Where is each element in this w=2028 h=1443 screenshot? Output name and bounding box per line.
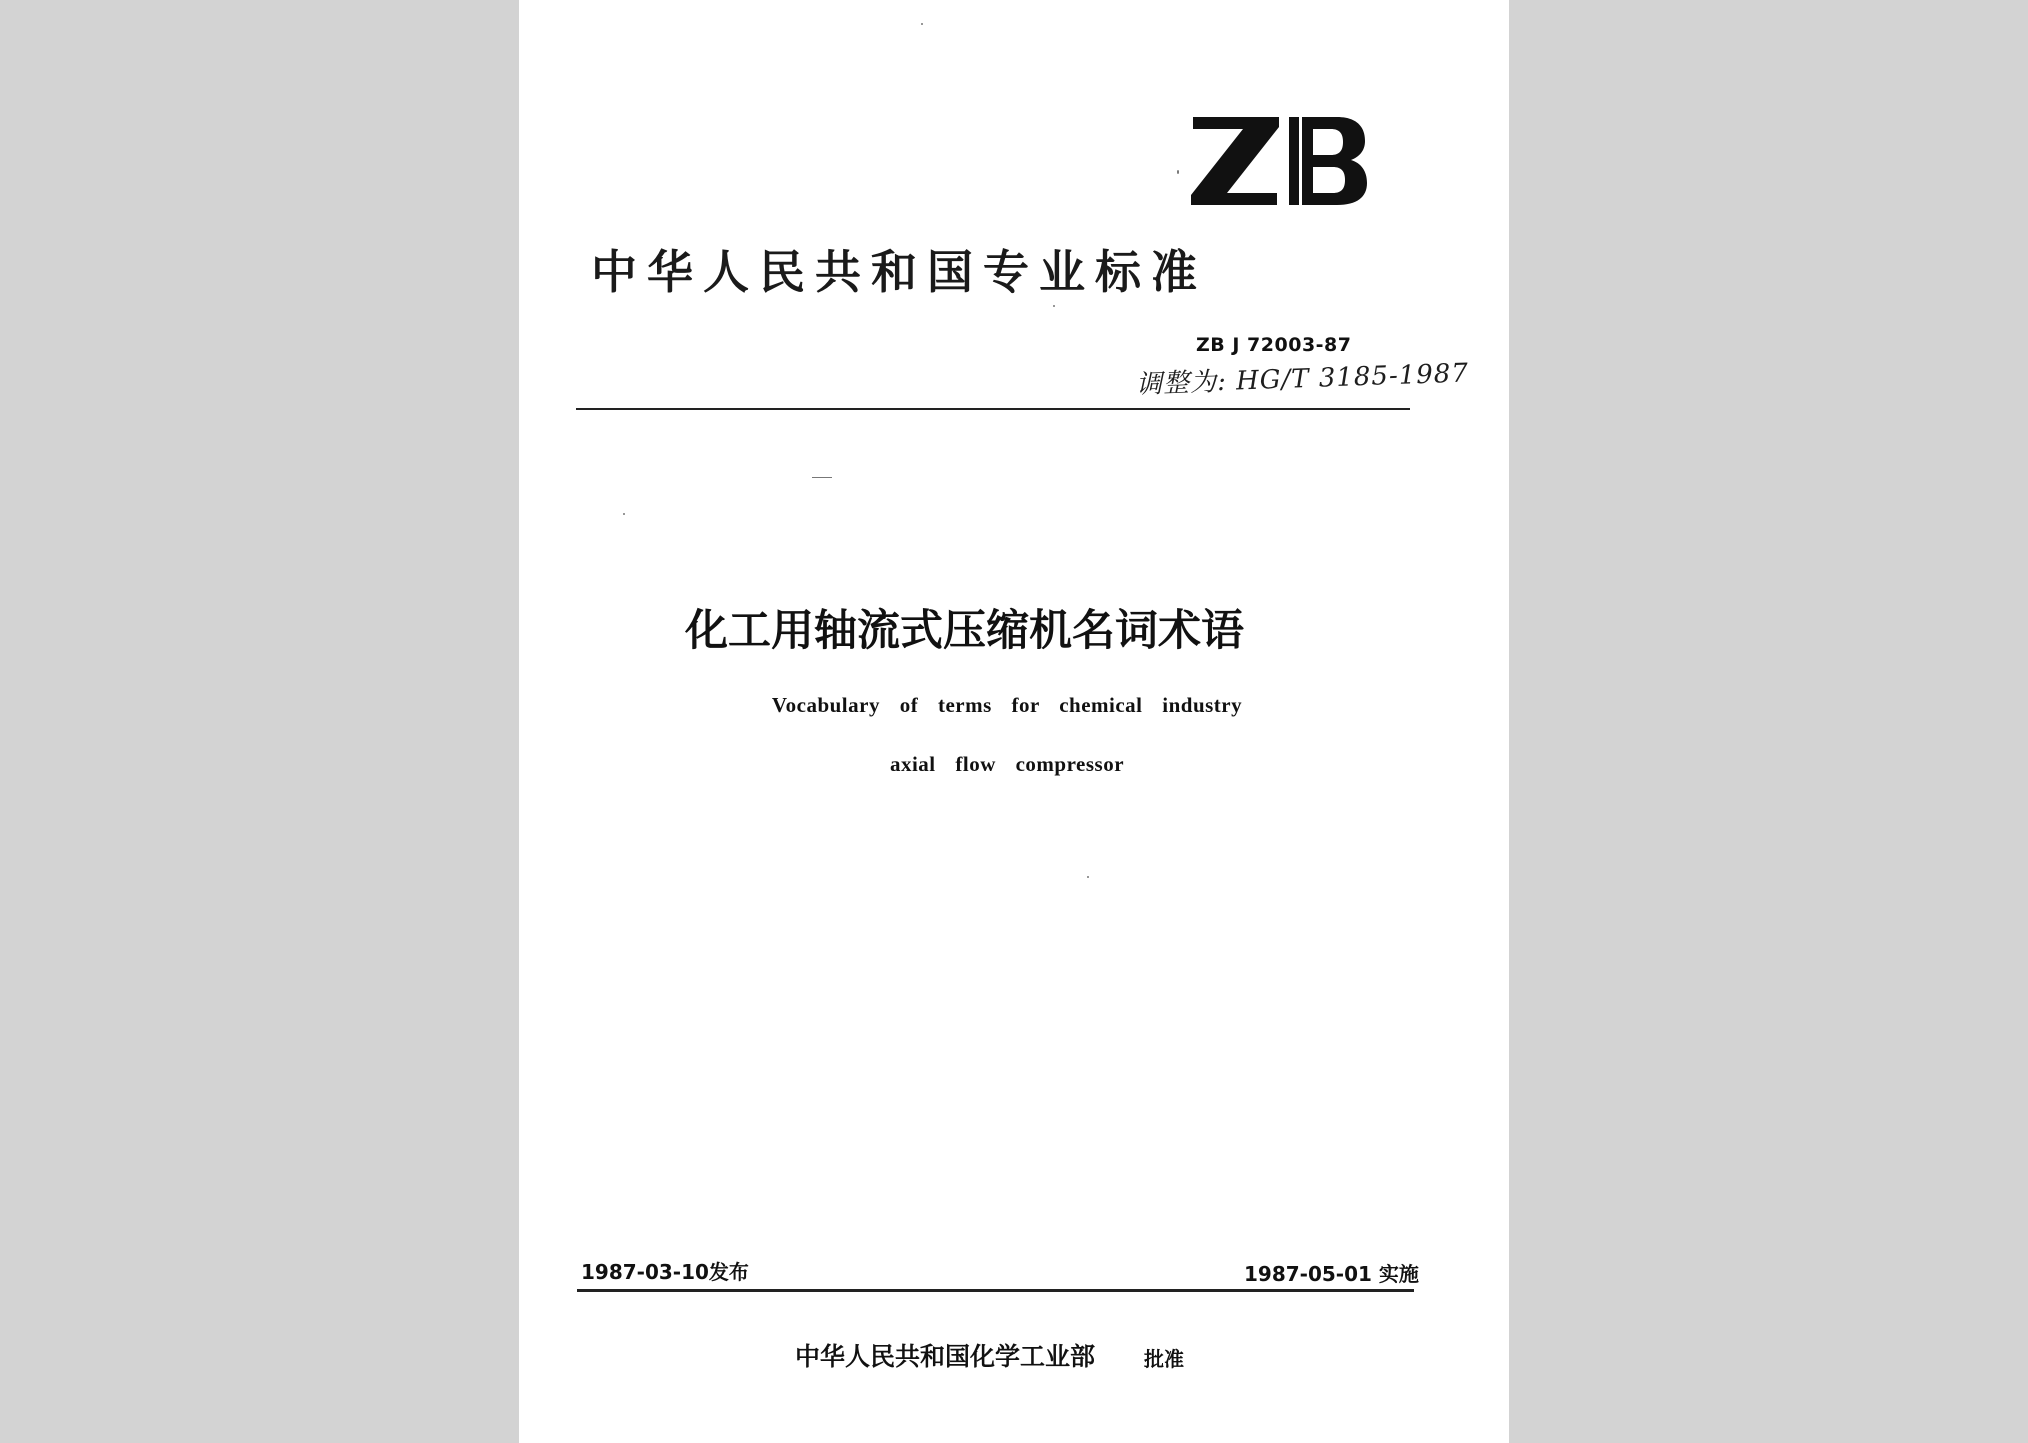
scan-speck [812, 477, 832, 478]
approving-authority: 中华人民共和国化学工业部 [795, 1342, 1096, 1371]
footer-divider [577, 1289, 1414, 1292]
zb-logo [1191, 115, 1367, 207]
scan-speck [921, 23, 923, 25]
standard-title: 中华人民共和国专业标准 [591, 245, 1207, 299]
scan-speck [1087, 876, 1089, 878]
scan-speck [1053, 305, 1055, 307]
header-divider [576, 408, 1410, 410]
document-title-cn: 化工用轴流式压缩机名词术语 [685, 606, 1244, 656]
standard-number: ZB J 72003-87 [1196, 334, 1352, 356]
document-title-en-line2: axial flow compressor [889, 752, 1125, 776]
handwritten-note: 调整为: HG/T 3185-1987 [1135, 358, 1470, 400]
document-page [519, 0, 1509, 1443]
scan-speck [1177, 170, 1179, 174]
scan-speck [623, 513, 625, 515]
document-title-en-line1: Vocabulary of terms for chemical industry [771, 693, 1243, 717]
approve-label: 批准 [1144, 1347, 1184, 1371]
implementation-date: 1987-05-01 实施 [1244, 1262, 1419, 1286]
issue-date: 1987-03-10发布 [581, 1260, 749, 1284]
